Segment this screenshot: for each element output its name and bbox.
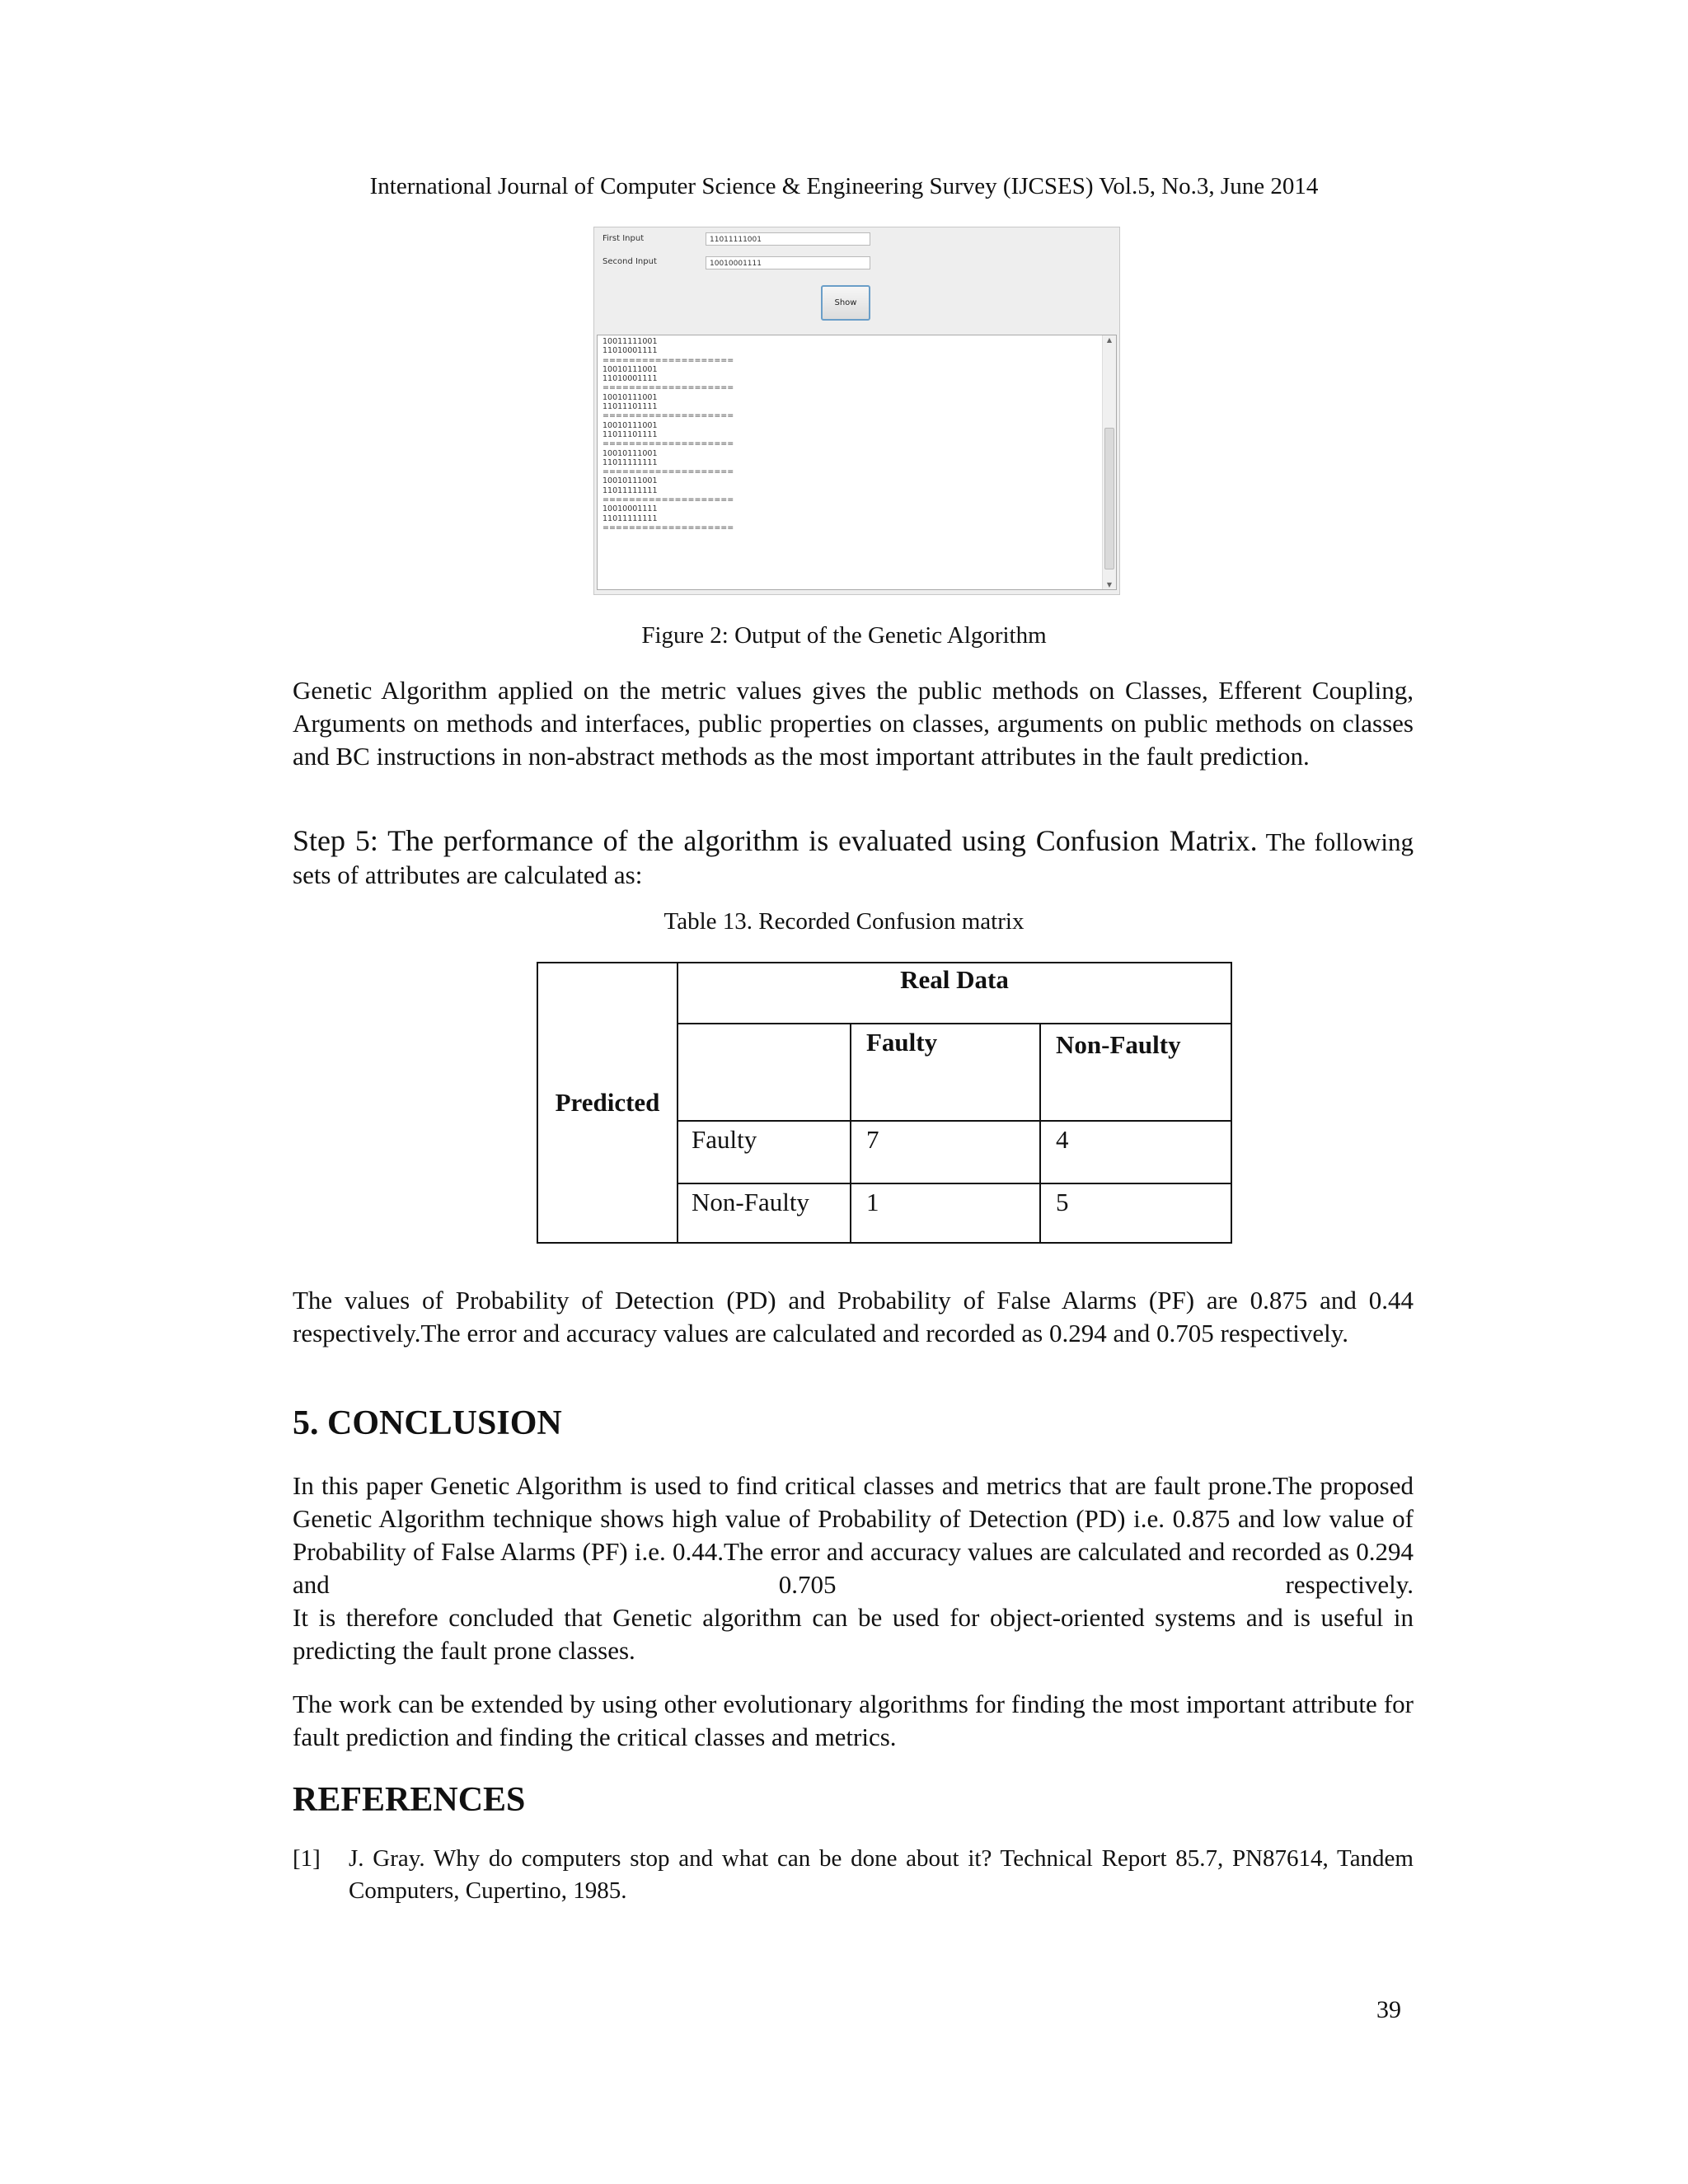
- paragraph-pd-pf: The values of Probability of Detection (PD) and Probability of False Alarms (PF) are 0.875 and 0.44 respectively.The error and accuracy values are calculated and recorded as 0.294 and 0.705 respectively.: [293, 1286, 1414, 1347]
- second-input-label: Second Input: [603, 257, 657, 266]
- output-line: 11011101111: [603, 429, 658, 439]
- output-line: ====================: [603, 355, 734, 365]
- output-line: 10010111001: [603, 364, 658, 374]
- output-line: ====================: [603, 411, 734, 421]
- conclusion-sentence-1: In this paper Genetic Algorithm is used to find critical classes and metrics that are fault prone.The proposed Genetic Algorithm technique shows high value of Probability of Detection (PD) i.e. 0.875 and low value of Probability of False Alarms (PF) i.e. 0.44.The error and accuracy values are calculated and recorded as 0.294 and 0.705 respectively.: [293, 1471, 1414, 1599]
- conclusion-paragraph-1: [293, 1469, 1414, 1667]
- empty-corner-cell: [678, 1024, 851, 1121]
- scroll-up-arrow-icon[interactable]: ▲: [1106, 336, 1113, 344]
- output-line: ====================: [603, 467, 734, 477]
- page-number: 39: [1376, 1996, 1401, 2023]
- cell-tp: 7: [851, 1121, 1040, 1183]
- table-caption: Table 13. Recorded Confusion matrix: [663, 908, 1025, 935]
- col-header-nonfaulty: Non-Faulty: [1040, 1024, 1231, 1121]
- conclusion-heading: 5. CONCLUSION: [293, 1404, 562, 1442]
- output-line: 10010111001: [603, 392, 658, 402]
- confusion-matrix-table: [537, 962, 1232, 1244]
- show-button[interactable]: Show: [821, 285, 870, 321]
- reference-list: [293, 1843, 1414, 1907]
- real-data-header: Real Data: [678, 963, 1231, 1024]
- output-line: ====================: [603, 383, 734, 393]
- output-line: 10010111001: [603, 420, 658, 430]
- scroll-down-arrow-icon[interactable]: ▼: [1106, 581, 1113, 588]
- output-line: ====================: [603, 523, 734, 532]
- output-line: 11011111111: [603, 513, 658, 523]
- row-label-nonfaulty: Non-Faulty: [678, 1183, 851, 1243]
- output-lines: [603, 337, 734, 532]
- output-line: 11010001111: [603, 374, 658, 384]
- first-input-field[interactable]: 11011111001: [706, 232, 870, 246]
- scroll-thumb[interactable]: [1104, 428, 1114, 569]
- first-input-label: First Input: [603, 234, 645, 243]
- output-line: 10011111001: [603, 337, 658, 346]
- output-line: 10010111001: [603, 448, 658, 458]
- reference-item: [293, 1843, 1414, 1907]
- second-input-field[interactable]: 10010001111: [706, 256, 870, 269]
- cell-tn: 5: [1040, 1183, 1231, 1243]
- output-line: 10010111001: [603, 476, 658, 486]
- predicted-header: Predicted: [537, 963, 678, 1243]
- output-line: 11011101111: [603, 402, 658, 412]
- output-line: 10010001111: [603, 504, 658, 514]
- conclusion-paragraph-2: The work can be extended by using other evolutionary algorithms for finding the most important attribute for fault prediction and finding the critical classes and metrics.: [293, 1690, 1414, 1751]
- paragraph-ga-results: Genetic Algorithm applied on the metric values gives the public methods on Classes, Efferent Coupling, Arguments on methods and interfaces, public properties on classes, arguments on public methods on classes and BC instructions in non-abstract methods as the most important attributes in the fault prediction.: [293, 676, 1414, 771]
- references-heading: REFERENCES: [293, 1781, 526, 1819]
- output-line: ====================: [603, 439, 734, 449]
- paragraph-step5: [293, 824, 1414, 892]
- output-scrollbar[interactable]: [1102, 335, 1116, 589]
- cell-fn: 1: [851, 1183, 1040, 1243]
- running-header: International Journal of Computer Science & Engineering Survey (IJCSES) Vol.5, No.3, June 2014: [369, 173, 1319, 199]
- reference-number: [1]: [293, 1845, 321, 1872]
- row-label-faulty: Faulty: [678, 1121, 851, 1183]
- step5-rest: The following sets of attributes are calculated as:: [293, 827, 1414, 889]
- reference-text: J. Gray. Why do computers stop and what can be done about it? Technical Report 85.7, PN87614, Tandem Computers, Cupertino, 1985.: [349, 1845, 1414, 1904]
- step5-lead: Step 5: The performance of the algorithm is evaluated using Confusion Matrix.: [293, 824, 1258, 857]
- output-line: 11010001111: [603, 346, 658, 356]
- output-line: 11011111111: [603, 457, 658, 467]
- figure-caption: Figure 2: Output of the Genetic Algorithm: [641, 622, 1047, 649]
- cell-fp: 4: [1040, 1121, 1231, 1183]
- col-header-faulty: Faulty: [851, 1024, 1040, 1121]
- output-line: ====================: [603, 495, 734, 505]
- conclusion-sentence-2: It is therefore concluded that Genetic algorithm can be used for object-oriented systems and is useful in predicting the fault prone classes.: [293, 1603, 1414, 1665]
- output-textbox[interactable]: [597, 335, 1117, 590]
- output-line: 11011111111: [603, 485, 658, 495]
- genetic-algorithm-app-screenshot: [593, 227, 1120, 595]
